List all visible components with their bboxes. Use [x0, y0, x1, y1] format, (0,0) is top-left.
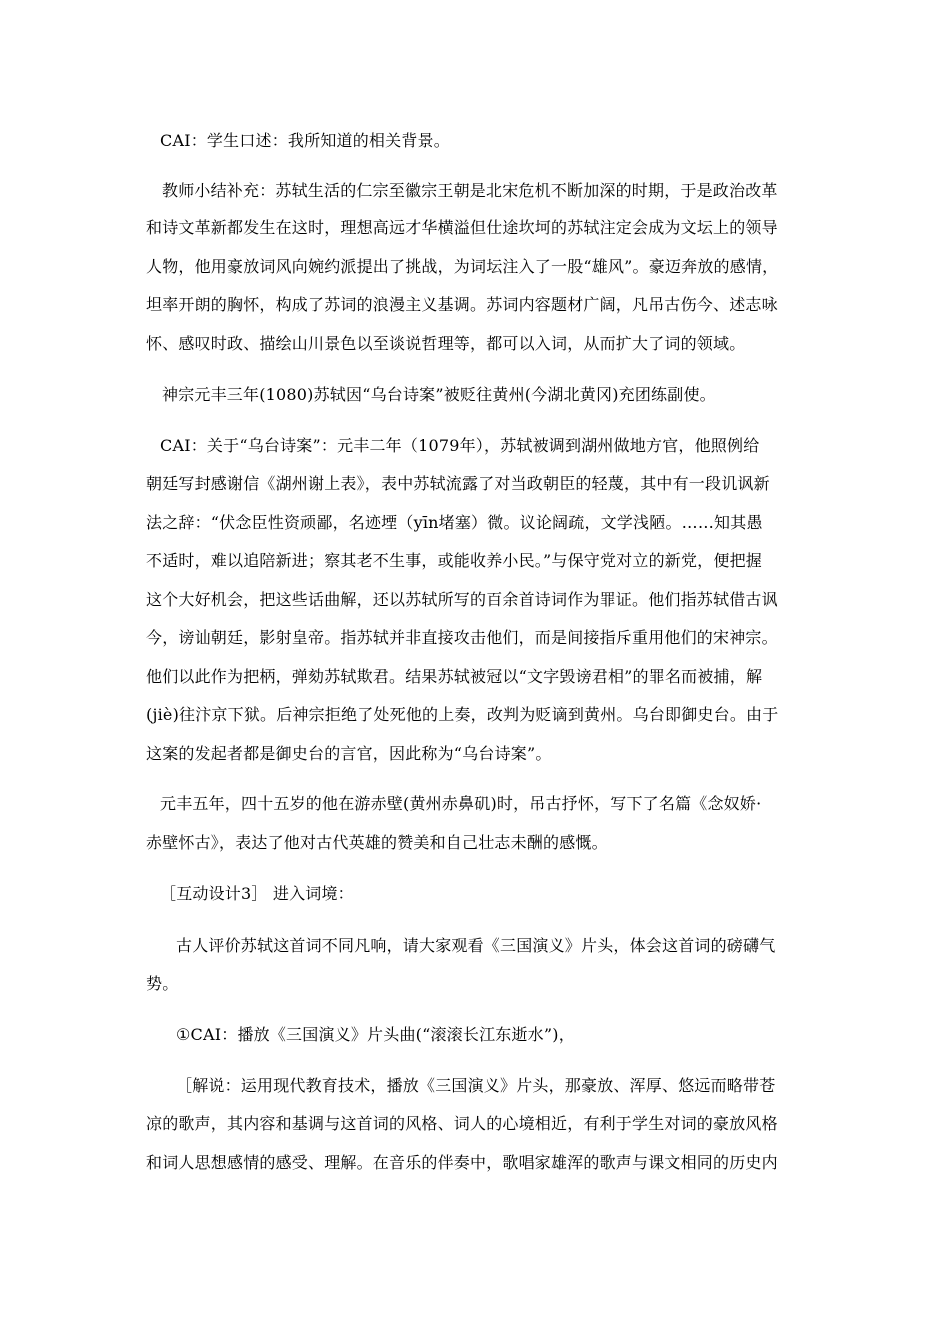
text-line: 和诗文革新都发生在这时，理想高远才华横溢但仕途坎坷的苏轼注定会成为文坛上的领导 — [146, 218, 778, 237]
text-line: ［解说：运用现代教育技术，播放《三国演义》片头，那豪放、浑厚、悠远而略带苍 — [176, 1076, 776, 1095]
text-line: 坦率开朗的胸怀，构成了苏词的浪漫主义基调。苏词内容题材广阔，凡吊古伤今、述志咏 — [146, 295, 778, 314]
text-line: 这案的发起者都是御史台的言官，因此称为“乌台诗案”。 — [146, 744, 552, 763]
text-line: 人物，他用豪放词风向婉约派提出了挑战，为词坛注入了一股“雄风”。豪迈奔放的感情， — [146, 257, 779, 276]
text-line: 他们以此作为把柄，弹劾苏轼欺君。结果苏轼被冠以“文字毁谤君相”的罪名而被捕，解 — [146, 667, 763, 686]
text-line: 古人评价苏轼这首词不同凡响，请大家观看《三国演义》片头，体会这首词的磅礴气 — [176, 936, 776, 955]
text-line: 赤壁怀古》，表达了他对古代英雄的赞美和自己壮志未酬的感慨。 — [146, 833, 608, 852]
text-line: 朝廷写封感谢信《湖州谢上表》，表中苏轼流露了对当政朝臣的轻蔑，其中有一段讥讽新 — [146, 474, 770, 493]
section-heading: ［互动设计3］ 进入词境： — [160, 884, 354, 903]
text-line: CAI：学生口述：我所知道的相关背景。 — [160, 131, 450, 150]
text-line: 怀、感叹时政、描绘山川景色以至谈说哲理等，都可以入词，从而扩大了词的领域。 — [146, 334, 746, 353]
text-line: 不适时，难以追陪新进；察其老不生事，或能收养小民。”与保守党对立的新党，便把握 — [146, 551, 762, 570]
text-line: CAI：关于“乌台诗案”：元丰二年（1079年），苏轼被调到湖州做地方官，他照例给 — [160, 436, 760, 455]
text-line: 这个大好机会，把这些话曲解，还以苏轼所写的百余首诗词作为罪证。他们指苏轼借古讽 — [146, 590, 778, 609]
text-line: 凉的歌声，其内容和基调与这首词的风格、词人的心境相近，有利于学生对词的豪放风格 — [146, 1114, 778, 1133]
text-line: 今，谤讪朝廷，影射皇帝。指苏轼并非直接攻击他们，而是间接指斥重用他们的宋神宗。 — [146, 628, 778, 647]
text-line: (jiè)往汴京下狱。后神宗拒绝了处死他的上奏，改判为贬谪到黄州。乌台即御史台。由于 — [146, 705, 779, 724]
text-line: ①CAI：播放《三国演义》片头曲(“滚滚长江东逝水”)， — [176, 1025, 575, 1044]
text-line: 势。 — [146, 974, 179, 993]
text-line: 元丰五年，四十五岁的他在游赤壁(黄州赤鼻矶)时，吊古抒怀，写下了名篇《念奴娇· — [160, 794, 762, 813]
text-line: 和词人思想感情的感受、理解。在音乐的伴奏中，歌唱家雄浑的歌声与课文相同的历史内 — [146, 1153, 778, 1172]
text-line: 教师小结补充：苏轼生活的仁宗至徽宗王朝是北宋危机不断加深的时期，于是政治改革 — [162, 181, 778, 200]
text-line: 神宗元丰三年(1080)苏轼因“乌台诗案”被贬往黄州(今湖北黄冈)充团练副使。 — [162, 385, 716, 404]
text-line: 法之辞：“伏念臣性资顽鄙，名迹堙（yīn堵塞）微。议论阔疏，文学浅陋。……知其愚 — [146, 513, 763, 532]
